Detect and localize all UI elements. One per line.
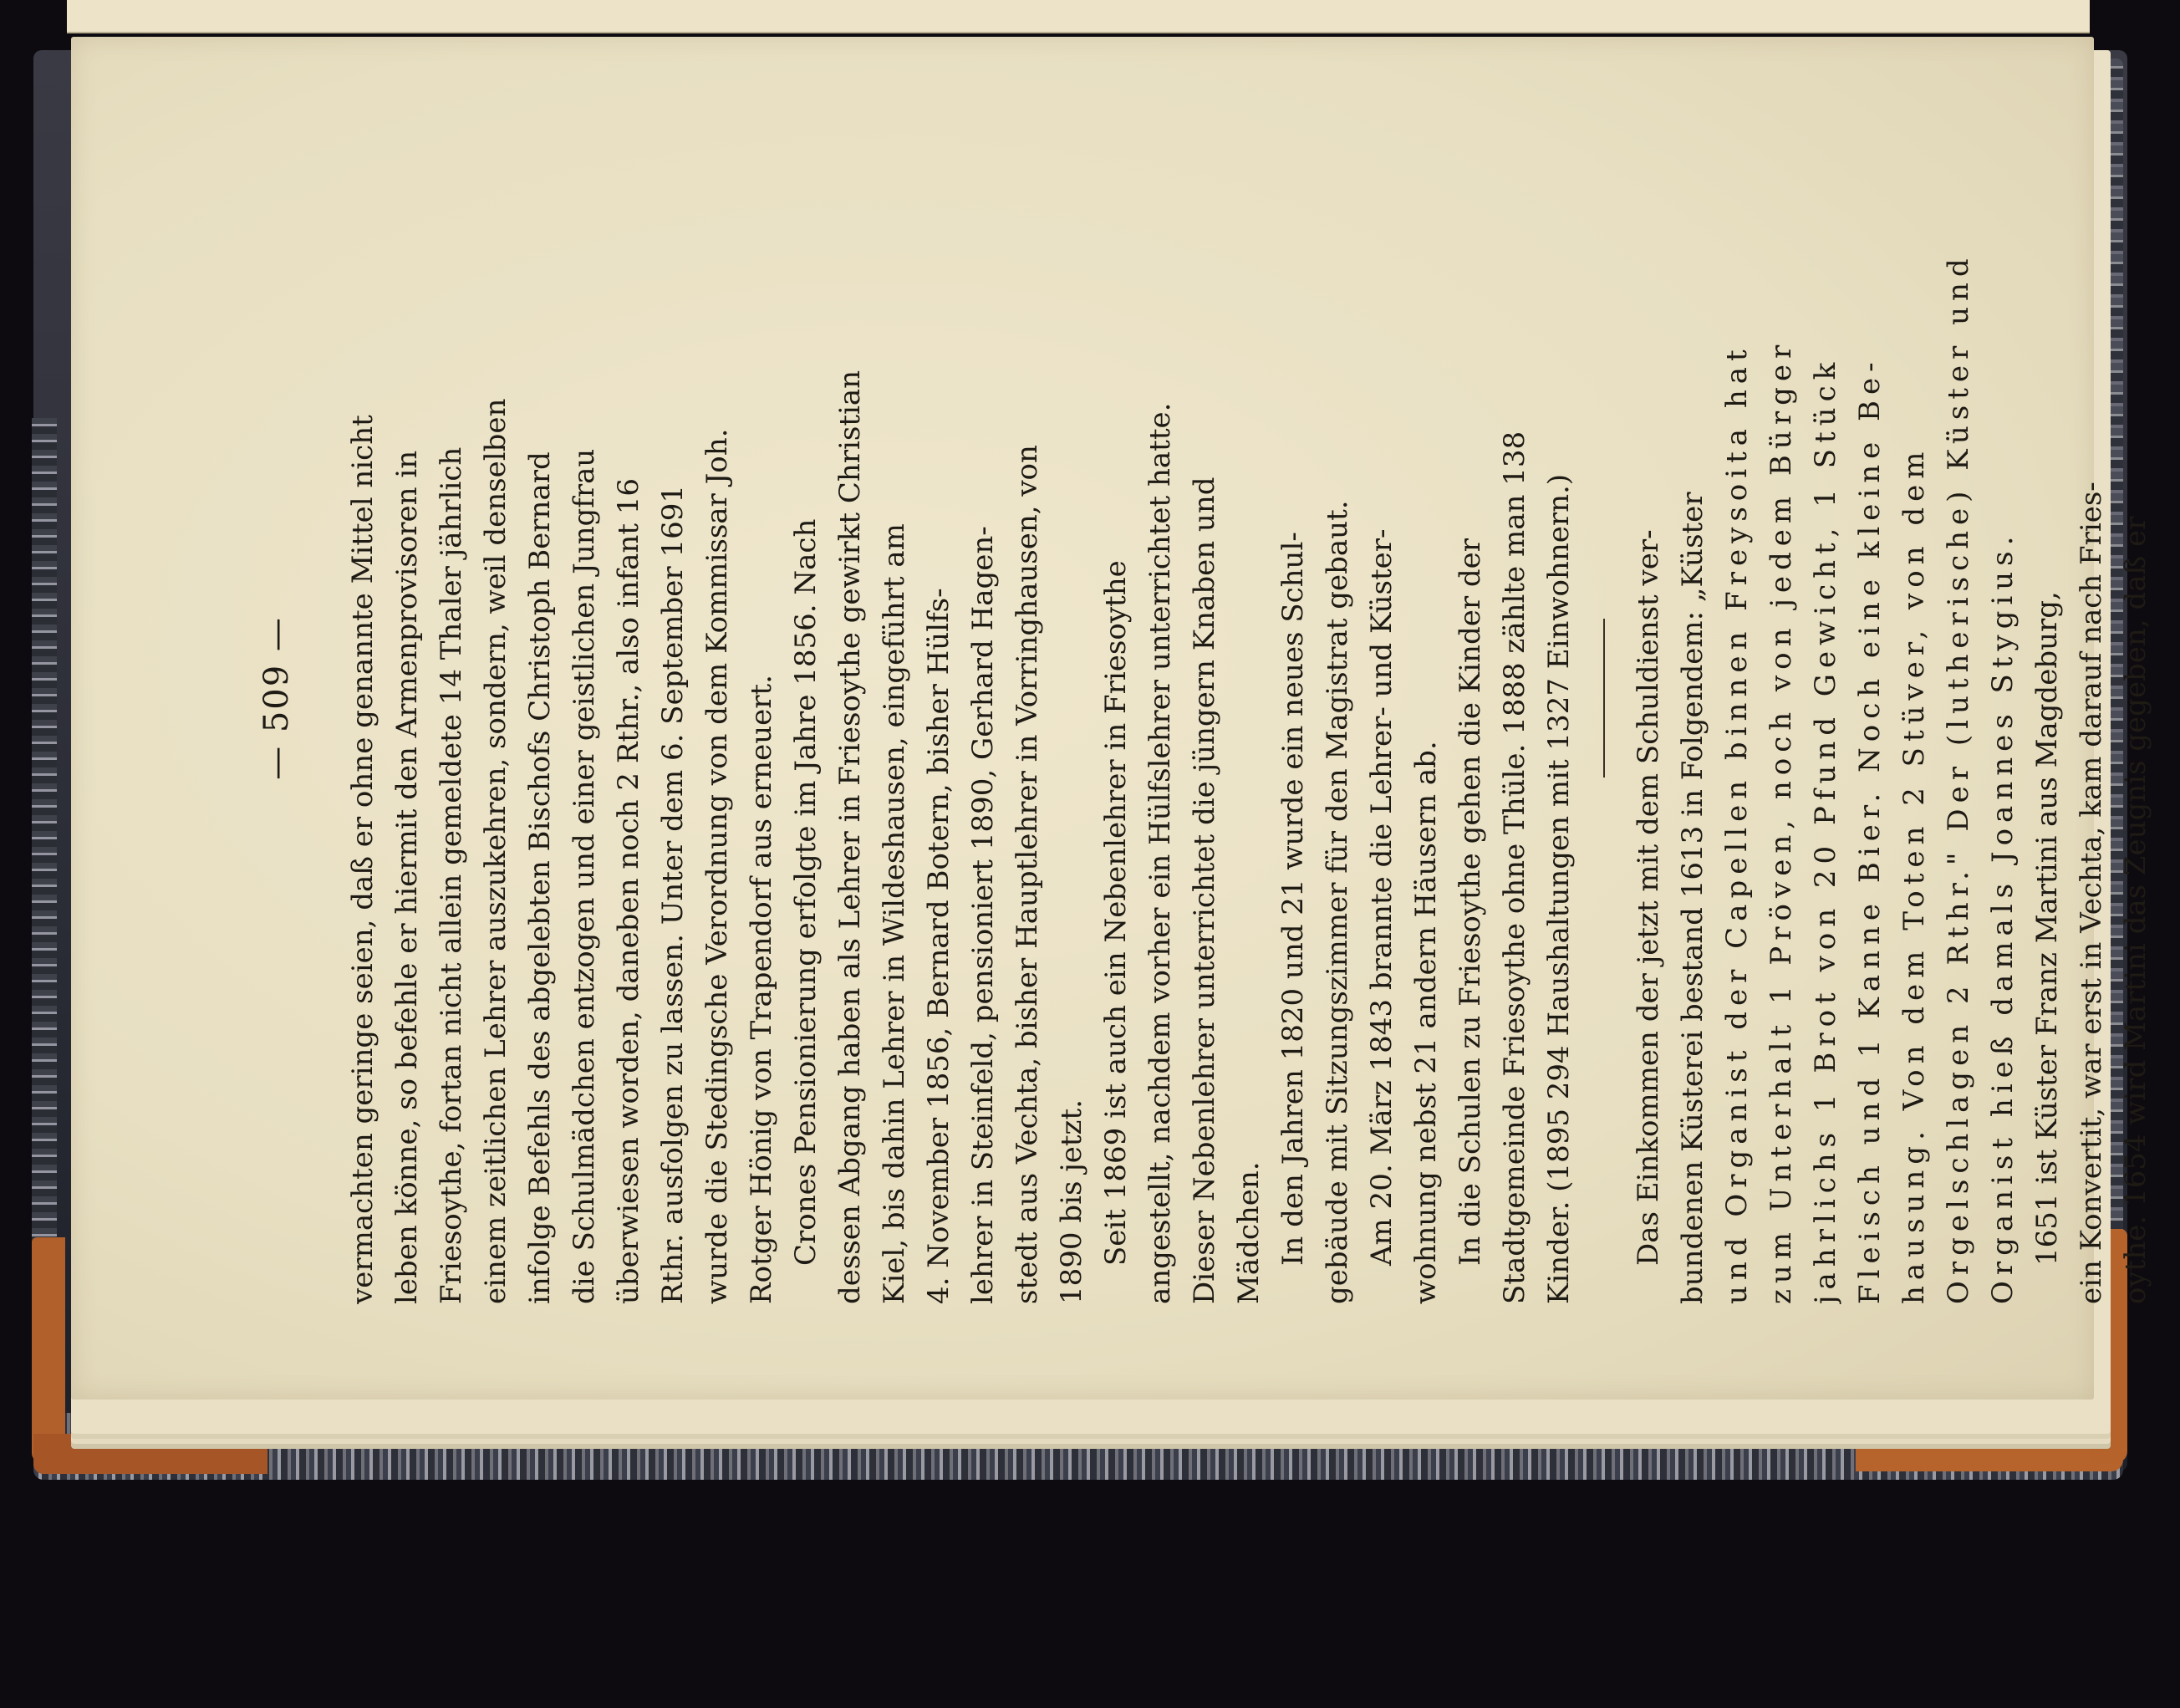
text-line: die Schulmädchen entzogen und einer geistlichen Jungfrau — [568, 448, 601, 1304]
text-line: und Organist der Capellen binnen Freysoita hat — [1720, 344, 1754, 1304]
text-line: Am 20. März 1843 brannte die Lehrer- und Küster- — [1365, 528, 1398, 1266]
text-line: In den Jahren 1820 und 21 wurde ein neues Schul- — [1276, 532, 1310, 1266]
text-line: Stadtgemeinde Friesoythe ohne Thüle. 1888 zählte man 138 — [1498, 431, 1531, 1304]
text-line: dessen Abgang haben als Lehrer in Friesoythe gewirkt Christian — [833, 370, 867, 1304]
text-line: 4. November 1856, Bernard Botern, bisher Hülfs- — [922, 588, 955, 1304]
previous-page-edge — [67, 0, 2090, 33]
text-line: vermachten geringe seien, daß er ohne genannte Mittel nicht — [346, 415, 379, 1304]
leather-corner-bottom-left — [33, 1434, 267, 1474]
text-line: Kiel, bis dahin Lehrer in Wildeshausen, eingeführt am — [878, 523, 911, 1304]
text-line: Das Einkommen der jetzt mit dem Schuldienst ver- — [1632, 529, 1665, 1266]
text-line: leben könne, so befehle er hiermit den Armenprovisoren in — [390, 450, 424, 1304]
text-line: Mädchen. — [1232, 1161, 1266, 1304]
text-line: oythe. 1654 wird Martini das Zeugnis gegeben, daß er — [2119, 516, 2152, 1304]
paragraph-4 — [1271, 92, 1582, 1304]
page-text-block — [257, 92, 2152, 1304]
text-line: zum Unterhalt 1 Pröven, noch von jedem Bürger — [1765, 339, 1798, 1304]
text-line: In die Schulen zu Friesoythe gehen die Kinder der — [1454, 538, 1487, 1266]
text-line: wohnung nebst 21 andern Häusern ab. — [1409, 741, 1443, 1304]
section-divider — [1603, 619, 1605, 778]
text-line: Friesoythe, fortan nicht allein gemeldete 14 Thaler jährlich — [435, 446, 468, 1304]
paragraph-3 — [1094, 92, 1271, 1304]
text-line: 1890 bis jetzt. — [1055, 1099, 1088, 1304]
leather-corner-left — [32, 1237, 65, 1463]
text-line: wurde die Stedingsche Verordnung von dem Kommissar Joh. — [700, 428, 734, 1304]
page-number: — 509 — — [257, 616, 296, 780]
text-column — [341, 92, 2158, 1304]
text-line: Dieser Nebenlehrer unterrichtet die jüngern Knaben und — [1188, 477, 1221, 1304]
paragraph-1 — [341, 92, 784, 1304]
text-line: jahrlichs 1 Brot von 20 Pfund Gewicht, 1 Stück — [1809, 356, 1842, 1304]
text-line: Organist hieß damals Joannes Stygius. — [1986, 530, 2020, 1304]
text-line: Fleisch und 1 Kanne Bier. Noch eine kleine Be- — [1853, 356, 1887, 1304]
text-line: Rthr. ausfolgen zu lassen. Unter dem 6. September 1691 — [656, 485, 690, 1304]
text-line: hausung. Von dem Toten 2 Stüver, von dem — [1897, 446, 1931, 1304]
paragraph-5 — [1627, 92, 2158, 1304]
text-line: Orgelschlagen 2 Rthr." Der (lutherische) Küster und — [1942, 252, 1975, 1304]
text-line: einem zeitlichen Lehrer auszukehren, sondern, weil denselben — [479, 398, 512, 1304]
text-line: bundenen Küsterei bestand 1613 in Folgendem: „Küster — [1676, 492, 1709, 1304]
text-line: infolge Befehls des abgelebten Bischofs Christoph Bernard — [523, 451, 557, 1304]
text-line: gebäude mit Sitzungszimmer für den Magistrat gebaut. — [1321, 500, 1354, 1304]
text-line: Seit 1869 ist auch ein Nebenlehrer in Friesoythe — [1099, 560, 1133, 1266]
text-line: Rotger Hönig von Trapendorf aus erneuert. — [745, 675, 778, 1304]
text-line: Kinder. (1895 294 Haushaltungen mit 1327 Einwohnern.) — [1542, 473, 1576, 1304]
text-line: ein Konvertit, war erst in Vechta, kam darauf nach Fries- — [2075, 482, 2108, 1304]
text-line: angestellt, nachdem vorher ein Hülfslehrer unterrichtet hatte. — [1143, 402, 1177, 1304]
text-line: stedt aus Vechta, bisher Hauptlehrer in Vorringhausen, von — [1011, 445, 1044, 1304]
text-line: lehrer in Steinfeld, pensioniert 1890, Gerhard Hagen- — [966, 526, 1000, 1304]
marbled-board-left — [32, 418, 57, 1254]
text-line: Crones Pensionierung erfolgte im Jahre 1856. Nach — [789, 518, 823, 1266]
text-line: 1651 ist Küster Franz Martini aus Magdeburg, — [2030, 591, 2064, 1266]
paragraph-2 — [784, 92, 1094, 1304]
text-line: überwiesen worden, daneben noch 2 Rthr., also infant 16 — [612, 477, 645, 1304]
